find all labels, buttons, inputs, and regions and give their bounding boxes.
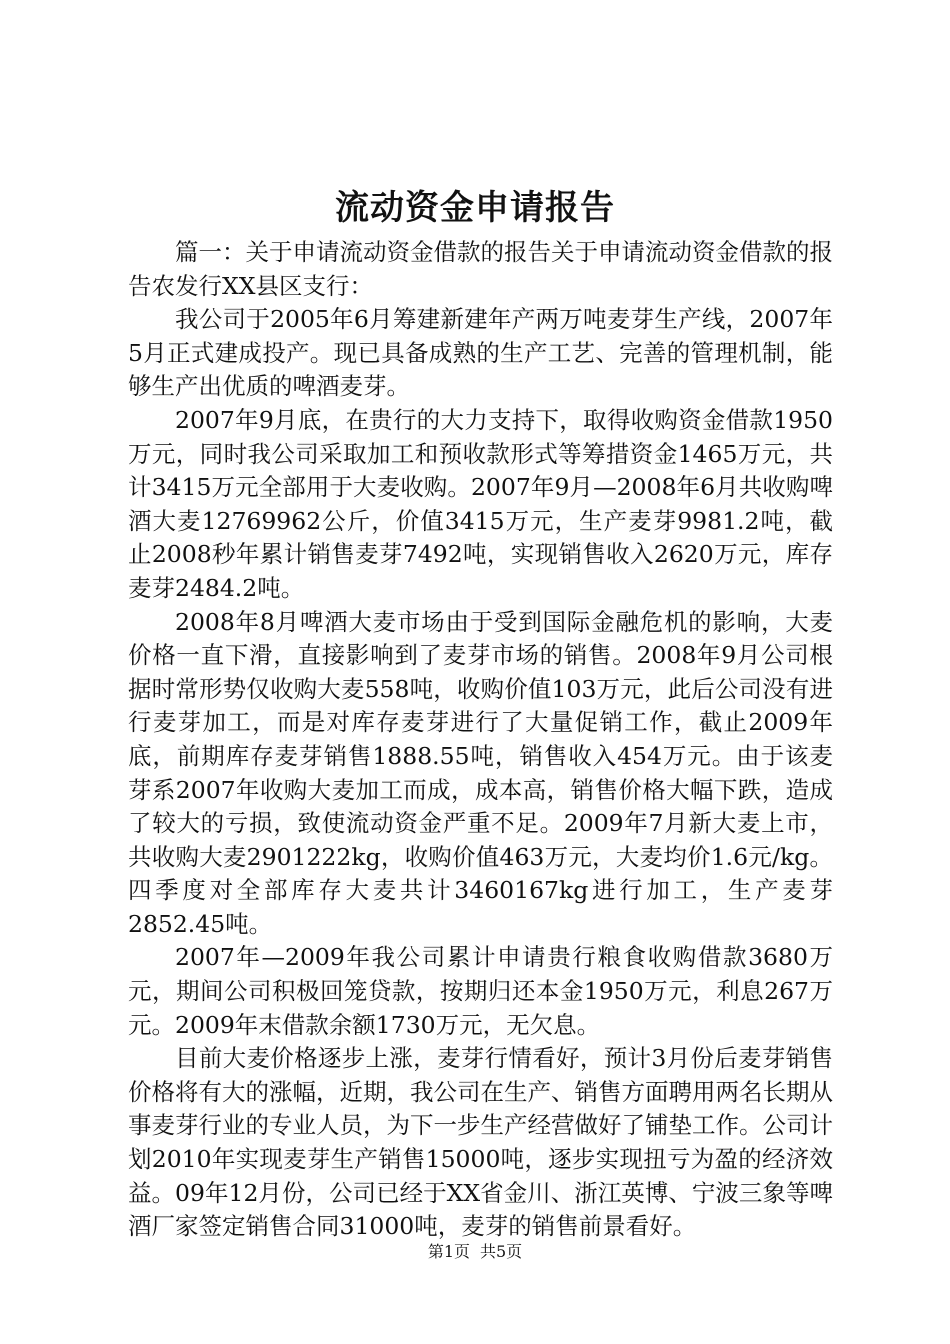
page-footer bbox=[0, 1240, 950, 1264]
paragraph-2008-market: 2008年8月啤酒大麦市场由于受到国际金融危机的影响，大麦价格一直下滑，直接影响到了麦芽市场的销售。2008年9月公司根据时常形势仅收购大麦558吨，收购价值103万元，此后公司没有进行麦芽加工，而是对库存麦芽进行了大量促销工作，截止2009年底，前期库存麦芽销售1888.55吨，销售收入454万元。由于该麦芽系2007年收购大麦加工而成，成本高，销售价格大幅下跌，造成了较大的亏损，致使流动资金严重不足。2009年7月新大麦上市，共收购大麦2901222kg，收购价值463万元，大麦均价1.6元/kg。四季度对全部库存大麦共计3460167kg进行加工，生产麦芽2852.45吨。 bbox=[128, 607, 833, 938]
page-number: 第1页 bbox=[427, 1242, 470, 1261]
paragraph-company-background: 我公司于2005年6月筹建新建年产两万吨麦芽生产线，2007年5月正式建成投产。现已具备成熟的生产工艺、完善的管理机制，能够生产出优质的啤酒麦芽。 bbox=[128, 305, 833, 401]
page-total: 共5页 bbox=[480, 1242, 523, 1261]
document-title: 流动资金申请报告 bbox=[335, 188, 615, 228]
paragraph-2007-funding: 2007年9月底，在贵行的大力支持下，取得收购资金借款1950万元，同时我公司采取加工和预收款形式等筹措资金1465万元，共计3415万元全部用于大麦收购。2007年9月—2008年6月共收购啤酒大麦12769962公斤，价值3415万元，生产麦芽9981.2吨，截止2008秒年累计销售麦芽7492吨，实现销售收入2620万元，库存麦芽2484.2吨。 bbox=[128, 405, 833, 602]
paragraph-loan-history: 2007年—2009年我公司累计申请贵行粮食收购借款3680万元，期间公司积极回笼贷款，按期归还本金1950万元，利息267万元。2009年末借款余额1730万元，无欠息。 bbox=[128, 943, 833, 1039]
document-body bbox=[128, 236, 833, 1244]
paragraph-intro: 篇一：关于申请流动资金借款的报告关于申请流动资金借款的报告农发行XX县区支行： bbox=[128, 238, 833, 300]
paragraph-outlook: 目前大麦价格逐步上涨，麦芽行情看好，预计3月份后麦芽销售价格将有大的涨幅，近期，我公司在生产、销售方面聘用两名长期从事麦芽行业的专业人员，为下一步生产经营做好了铺垫工作。公司计划2010年实现麦芽生产销售15000吨，逐步实现扭亏为盈的经济效益。09年12月份，公司已经于XX省金川、浙江英博、宁波三象等啤酒厂家签定销售合同31000吨，麦芽的销售前景看好。 bbox=[128, 1044, 833, 1241]
